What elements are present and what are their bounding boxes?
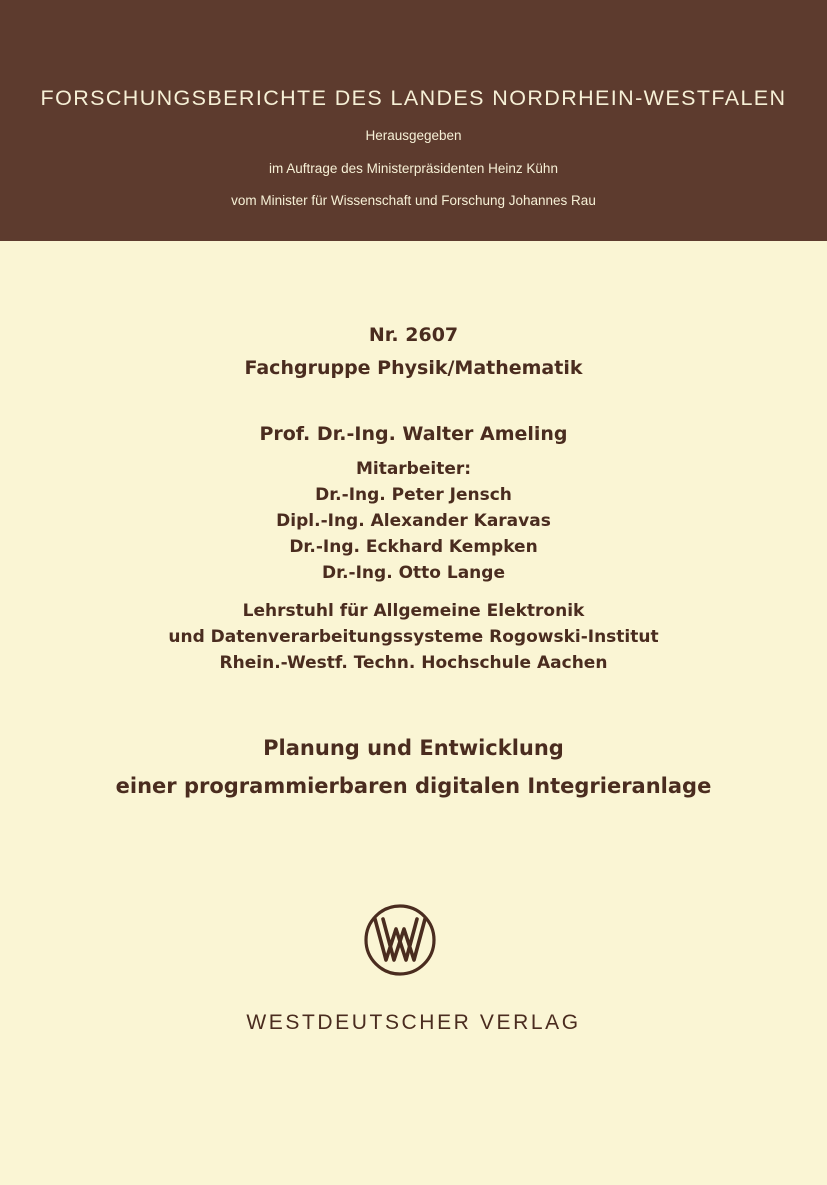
institution-line: und Datenverarbeitungssysteme Rogowski-Institut bbox=[168, 627, 659, 647]
header-band bbox=[0, 0, 827, 241]
staff-label: Mitarbeiter: bbox=[355, 459, 472, 479]
staff-member: Dr.-Ing. Otto Lange bbox=[322, 563, 505, 583]
westdeutscher-verlag-ww-logo-icon bbox=[362, 902, 438, 978]
issue-number: Nr. 2607 bbox=[368, 324, 459, 346]
report-title-line-1: Planung und Entwicklung bbox=[263, 736, 564, 760]
publisher-name: WESTDEUTSCHER VERLAG bbox=[246, 1011, 581, 1034]
subject-group: Fachgruppe Physik/Mathematik bbox=[244, 357, 583, 379]
staff-member: Dr.-Ing. Eckhard Kempken bbox=[289, 537, 538, 557]
report-title-line-2: einer programmierbaren digitalen Integrieranlage bbox=[115, 774, 712, 798]
header-editor-line: Herausgegeben bbox=[365, 128, 462, 143]
header-commission-line: im Auftrage des Ministerpräsidenten Heinz Kühn bbox=[269, 161, 558, 176]
institution-line: Rhein.-Westf. Techn. Hochschule Aachen bbox=[219, 653, 608, 673]
staff-member: Dipl.-Ing. Alexander Karavas bbox=[276, 511, 551, 531]
header-minister-line: vom Minister für Wissenschaft und Forschung Johannes Rau bbox=[231, 193, 596, 208]
author-name: Prof. Dr.-Ing. Walter Ameling bbox=[259, 423, 568, 445]
staff-member: Dr.-Ing. Peter Jensch bbox=[315, 485, 512, 505]
series-title: FORSCHUNGSBERICHTE DES LANDES NORDRHEIN-WESTFALEN bbox=[40, 86, 787, 110]
institution-line: Lehrstuhl für Allgemeine Elektronik bbox=[242, 601, 585, 621]
